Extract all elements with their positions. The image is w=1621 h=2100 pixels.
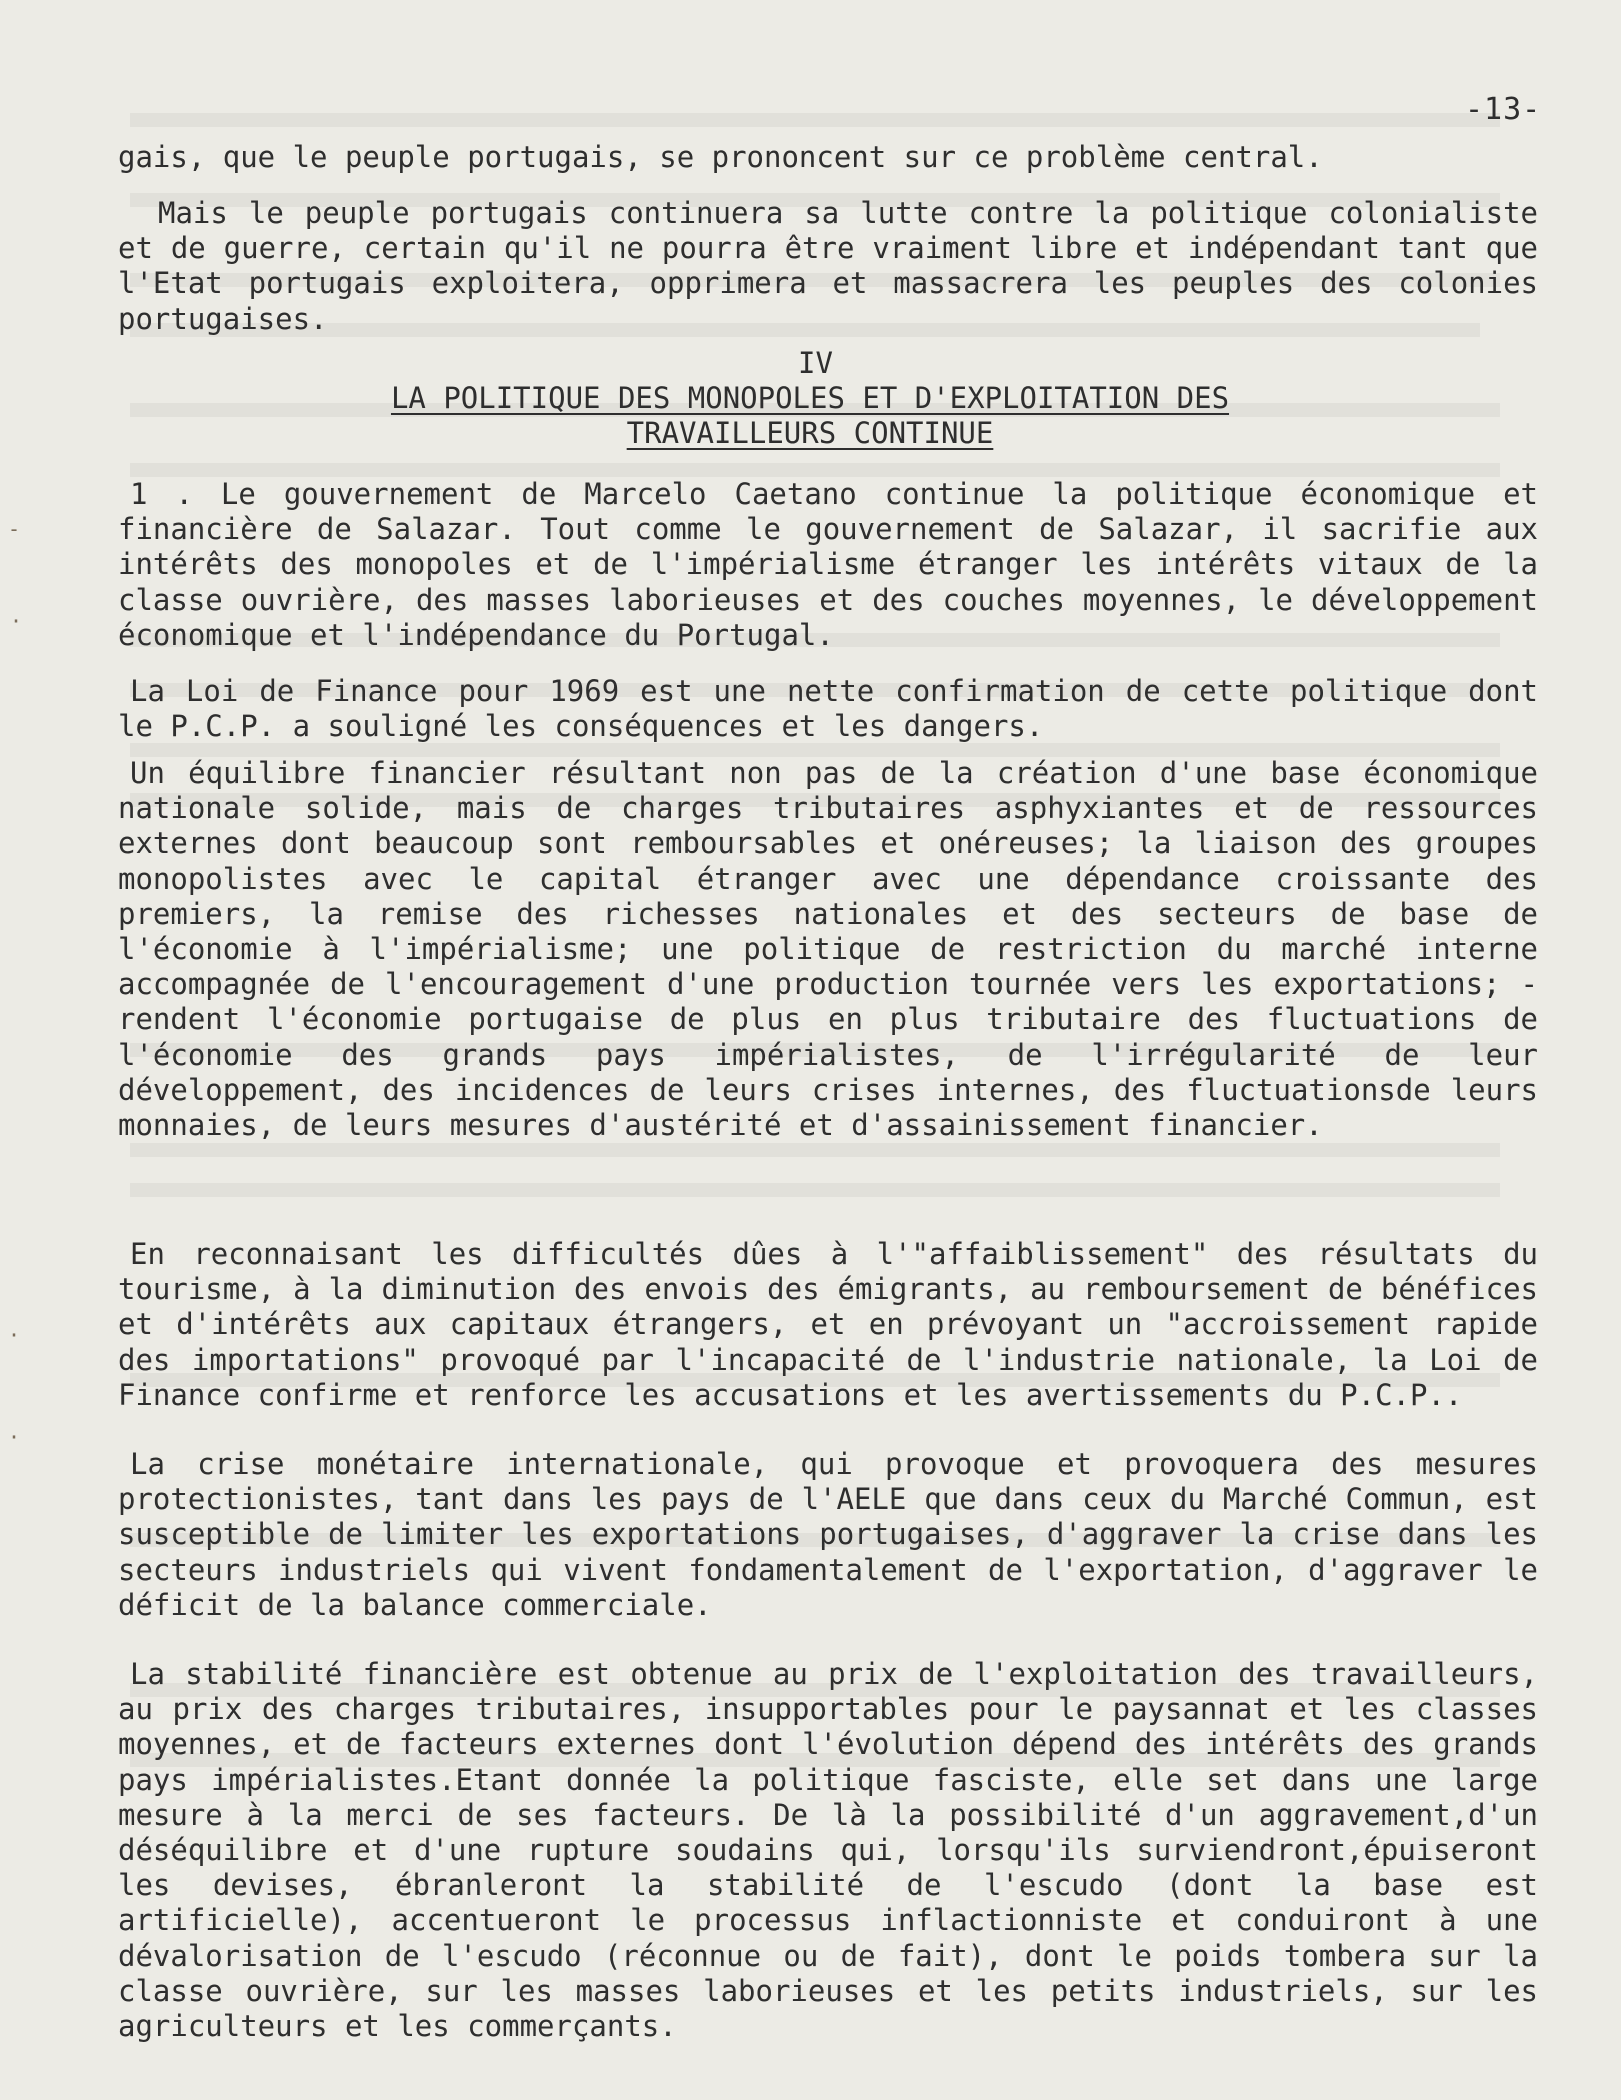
page-number: -13- xyxy=(1465,92,1542,127)
section-number: IV xyxy=(798,346,833,380)
paragraph-financial-stability: La stabilité financière est obtenue au prix de l'exploitation des travailleurs, au prix des charges tributaires, insupportables pour le paysannat et les classes moyennes, et de facteurs externes dont l'évolution dépend des intérêts des grands pays impérialistes.Etant donnée la politique fasciste, elle set dans une large mesure à la merci de ses facteurs. De là la possibilité d'un aggravement,d'un déséquilibre et d'une rupture soudains qui, lorsqu'ils surviendront,épuiseront les devises, ébranleront la stabilité de l'escudo (dont la base est artificielle), accentueront le processus inflactionniste et conduiront à une dévalorisation de l'escudo (réconnue ou de fait), dont le poids tombera sur la classe ouvrière, sur les masses laborieuses et les petits industriels, sur les agriculteurs et les commerçants. xyxy=(118,1657,1538,2044)
paragraph-tourism-difficulties: En reconnaisant les difficultés dûes à l'"affaiblissement" des résultats du tourisme, à la diminution des envois des émigrants, au remboursement de bénéfices et d'intérêts aux capitaux étrangers, et en prévoyant un "accroissement rapide des importations" provoqué par l'incapacité de l'industrie nationale, la Loi de Finance confirme et renforce les accusations et les avertissements du P.C.P.. xyxy=(118,1237,1538,1412)
paragraph-finance-law: La Loi de Finance pour 1969 est une nette confirmation de cette politique dont le P.C.P. a souligné les conséquences et les dangers. xyxy=(118,674,1538,744)
paragraph-colonial-struggle: Mais le peuple portugais continuera sa lutte contre la politique colonialiste et de guerre, certain qu'il ne pourra être vraiment libre et indépendant tant que l'Etat portugais exploitera, opprimera et massacrera les peuples des colonies portugaises. xyxy=(118,196,1538,336)
margin-dot-mark: · xyxy=(8,1323,21,1347)
margin-dot-mark: · xyxy=(8,1425,21,1449)
margin-dot-mark: · xyxy=(10,609,23,633)
paragraph-continuation: gais, que le peuple portugais, se prononcent sur ce problème central. xyxy=(118,140,1323,174)
paragraph-monetary-crisis: La crise monétaire internationale, qui provoque et provoquera des mesures protectionistes, tant dans les pays de l'AELE que dans ceux du Marché Commun, est susceptible de limiter les exportations portugaises, d'aggraver la crise dans les secteurs industriels qui vivent fondamentalement de l'exportation, d'aggraver le déficit de la balance commerciale. xyxy=(118,1447,1538,1622)
paragraph-caetano-policy: 1 . Le gouvernement de Marcelo Caetano continue la politique économique et financière de Salazar. Tout comme le gouvernement de Salazar, il sacrifie aux intérêts des monopoles et de l'impérialisme étranger les intérêts vitaux de la classe ouvrière, des masses laborieuses et des couches moyennes, le développement économique et l'indépendance du Portugal. xyxy=(118,477,1538,652)
margin-tick-mark: - xyxy=(8,517,21,541)
paragraph-financial-equilibrium: Un équilibre financier résultant non pas de la création d'une base économique nationale solide, mais de charges tributaires asphyxiantes et de ressources externes dont beaucoup sont remboursables et onéreuses; la liaison des groupes monopolistes avec le capital étranger avec une dépendance croissante des premiers, la remise des richesses nationales et des secteurs de base de l'économie à l'impérialisme; une politique de restriction du marché interne accompagnée de l'encouragement d'une production tournée vers les exportations; - rendent l'économie portugaise de plus en plus tributaire des fluctuations de l'économie des grands pays impérialistes, de l'irrégularité de leur développement, des incidences de leurs crises internes, des fluctuationsde leurs monnaies, de leurs mesures d'austérité et d'assainissement financier. xyxy=(118,756,1538,1143)
section-heading: LA POLITIQUE DES MONOPOLES ET D'EXPLOITATION DES TRAVAILLEURS CONTINUE xyxy=(390,381,1230,451)
